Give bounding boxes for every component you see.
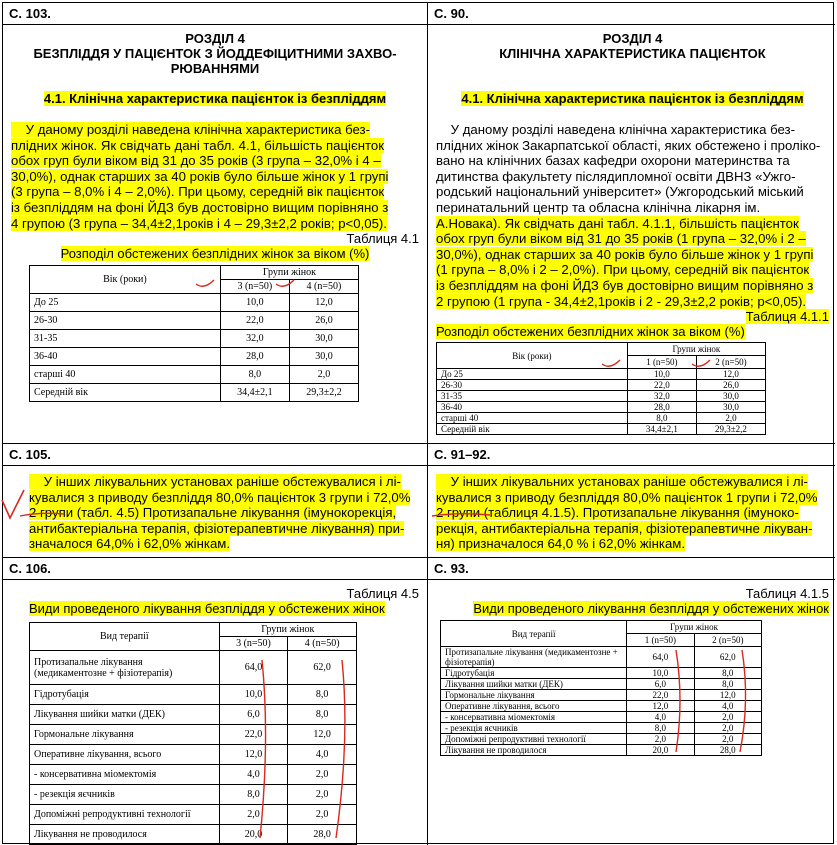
page-ref: С. 106. [3,558,427,580]
table-row [441,734,762,745]
table-row [30,312,359,330]
row-label: старші 40 [30,366,221,384]
text-line: У інших лікувальних установах раніше обстежувалися і лі- [436,474,808,489]
row-label: Протизапальне лікування (медикаментозне + фізіотерапія) [441,647,627,668]
page-ref: С. 90. [428,3,835,25]
table-cell: 34,4±2,1 [627,424,696,435]
row-label: Лікування не проводилося [30,825,220,845]
table-cell: 12,0 [694,690,761,701]
row-label: Гідротубація [441,668,627,679]
table-cell: 12,0 [289,294,358,312]
table-cell: 2,0 [219,805,288,825]
row-label: Гідротубація [30,685,220,705]
table-row [437,380,766,391]
body-text [11,122,419,231]
table-caption: Розподіл обстежених безплідних жінок за віком (%) [60,246,370,262]
row-label: До 25 [30,294,221,312]
table-label: Таблиця 4.1 [346,231,419,247]
page-ref: С. 93. [428,558,835,580]
text-line: 30,0%), однак старших за 40 років було більше жінок у 1 групі [11,168,389,184]
column-header: 2 (n=50) [694,634,761,647]
row-label: Оперативне лікування, всього [441,701,627,712]
text-line: 30,0%), однак старших за 40 років було більше жінок у 1 групі [436,246,814,262]
text-line: (3 група – 8,0% і 4 – 2,0%). При цьому, середній вік пацієнток [11,184,385,200]
left-bottom-cell [3,558,427,845]
table-cell: 22,0 [627,380,696,391]
text-line: 2 групи (табл. 4.5) Протизапальне лікування (імунокорекція, [29,505,397,521]
table-cell: 4,0 [219,765,288,785]
table-row [441,647,762,668]
text-line: 2 групою (1 група - 34,4±2,1років і 2 - 29,3±2,2 років; p<0,05). [436,293,807,309]
column-header: 3 (n=50) [219,637,288,651]
table-row [441,723,762,734]
row-label: Допоміжні репродуктивні технології [30,805,220,825]
text-line: А.Новака). Як свідчать дані табл. 4.1.1, більшість пацієнток [436,215,799,231]
table-cell: 28,0 [627,402,696,413]
table-row [30,348,359,366]
row-label: 26-30 [30,312,221,330]
text-line: антибактеріальна терапія, фізіотерапевтичне лікування) при- [29,520,405,536]
column-header: 2 (n=50) [696,356,765,369]
table-cell: 32,0 [220,330,289,348]
table-cell: 8,0 [288,705,357,725]
text-line: рекція, антибактеріальна терапія, фізіотерапевтичне лікуван- [436,520,813,536]
table-row [30,725,357,745]
row-label: 36-40 [437,402,628,413]
table-cell: 26,0 [696,380,765,391]
column-header: Вік (роки) [437,343,628,369]
treatment-table [29,622,357,845]
table-cell: 8,0 [220,366,289,384]
column-header: 1 (n=50) [627,634,694,647]
table-cell: 4,0 [627,712,694,723]
text-line: ня) призначалося 64,0 % і 62,0% жінкам. [436,536,686,552]
section-title: 4.1. Клінічна характеристика пацієнток із безпліддям [461,91,804,106]
table-cell: 2,0 [694,734,761,745]
table-row [30,705,357,725]
table-cell: 10,0 [219,685,288,705]
table-cell: 22,0 [220,312,289,330]
table-cell: 30,0 [696,402,765,413]
table-cell: 2,0 [627,734,694,745]
table-label: Таблиця 4.1.1 [745,309,829,325]
body-text [3,466,427,552]
table-cell: 2,0 [288,785,357,805]
table-cell: 12,0 [627,701,694,712]
age-table [29,265,359,402]
text-line: У даному розділі наведена клінічна характеристика без- [436,122,795,137]
row-label: 31-35 [437,391,628,402]
table-cell: 8,0 [694,679,761,690]
row-label: 36-40 [30,348,221,366]
table-cell: 2,0 [696,413,765,424]
group-header: Групи жінок [220,266,358,280]
table-row [441,668,762,679]
table-cell: 2,0 [694,723,761,734]
table-cell: 62,0 [694,647,761,668]
row-label: Лікування шийки матки (ДЕК) [30,705,220,725]
column-header: 4 (n=50) [289,280,358,294]
table-row [30,366,359,384]
table-cell: 12,0 [219,745,288,765]
page-ref: С. 103. [3,3,427,25]
column-header: Вид терапії [441,621,627,647]
table-cell: 64,0 [627,647,694,668]
column-header: Вік (роки) [30,266,221,294]
table-cell: 6,0 [627,679,694,690]
body-text [428,466,835,552]
row-label: Лікування шийки матки (ДЕК) [441,679,627,690]
table-cell: 2,0 [288,765,357,785]
table-cell: 10,0 [220,294,289,312]
table-cell: 26,0 [289,312,358,330]
table-cell: 32,0 [627,391,696,402]
table-row [30,745,357,765]
row-label: Протизапальне лікування (медикаментозне + фізіотерапія) [30,651,220,685]
table-cell: 12,0 [696,369,765,380]
table-cell: 28,0 [288,825,357,845]
table-row [441,679,762,690]
text-line: У інших лікувальних установах раніше обстежувалися і лі- [29,474,401,489]
right-top-cell [428,3,835,443]
left-top-cell [3,3,427,443]
row-label: Гормональне лікування [441,690,627,701]
row-label: - резекція яєчників [30,785,220,805]
table-row [441,690,762,701]
table-row [30,384,359,402]
table-cell: 64,0 [219,651,288,685]
table-row [437,413,766,424]
text-line: із безпліддям на фоні ЙДЗ був достовірно вищим порівняно з [436,277,814,293]
table-label: Таблиця 4.5 [346,586,419,601]
text-line: плідних жінок. Як свідчать дані табл. 4.1, більшість пацієнток [11,137,384,153]
table-cell: 10,0 [627,369,696,380]
row-label: 31-35 [30,330,221,348]
table-cell: 30,0 [289,348,358,366]
table-cell: 28,0 [694,745,761,756]
table-cell: 29,3±2,2 [289,384,358,402]
table-cell: 30,0 [289,330,358,348]
table-row [437,402,766,413]
left-mid-cell [3,444,427,557]
text-line: кувалися з приводу безпліддя 80,0% пацієнток 3 групи і 72,0% [29,489,411,505]
right-mid-cell [428,444,835,557]
table-cell: 2,0 [289,366,358,384]
table-caption: Види проведеного лікування безпліддя у обстежених жінок [29,601,385,616]
table-cell: 8,0 [627,413,696,424]
table-cell: 8,0 [627,723,694,734]
row-label: Гормональне лікування [30,725,220,745]
table-row [30,825,357,845]
table-caption: Види проведеного лікування безпліддя у обстежених жінок [473,601,829,616]
chapter-heading: РОЗДІЛ 4 КЛІНІЧНА ХАРАКТЕРИСТИКА ПАЦІЄНТОК [499,31,766,61]
table-row [30,765,357,785]
table-row [441,712,762,723]
table-row [30,330,359,348]
text-line: плідних жінок Закарпатської області, яких обстежено і проліко- [436,137,821,153]
table-row [30,651,357,685]
text-line: із безпліддям на фоні ЙДЗ був достовірно вищим порівняно з [11,199,389,215]
comparison-grid [2,2,834,844]
group-header: Групи жінок [219,623,356,637]
row-label: - консервативна міомектомія [441,712,627,723]
text-line: значалося 64,0% і 62,0% жінкам. [29,536,231,552]
row-label: - консервативна міомектомія [30,765,220,785]
chapter-heading: РОЗДІЛ 4 БЕЗПЛІДДЯ У ПАЦІЄНТОК З ЙОДДЕФІЦИТНИМИ ЗАХВО- РЮВАННЯМИ [33,31,397,76]
table-row [30,805,357,825]
table-cell: 8,0 [694,668,761,679]
table-cell: 20,0 [219,825,288,845]
text-line: перинатальний центр та обласна клінічна лікарня ім. [436,199,761,215]
row-label: Оперативне лікування, всього [30,745,220,765]
table-cell: 30,0 [696,391,765,402]
table-cell: 8,0 [219,785,288,805]
table-cell: 4,0 [694,701,761,712]
column-header: 1 (n=50) [627,356,696,369]
table-caption: Розподіл обстежених безплідних жінок за віком (%) [436,324,745,340]
column-header: 3 (n=50) [220,280,289,294]
table-cell: 2,0 [694,712,761,723]
text-line: дитинства факультету післядипломної освіти ДВНЗ «Ужго- [436,168,796,184]
table-row [30,685,357,705]
text-line: 4 групою (3 група – 34,4±2,1років і 4 – 29,3±2,2 років; p<0,05). [11,215,387,231]
text-line: обох груп були віком від 31 до 35 років (3 група – 32,0% і 4 – [11,153,381,169]
table-cell: 28,0 [220,348,289,366]
row-label: 26-30 [437,380,628,391]
table-cell: 20,0 [627,745,694,756]
table-row [30,785,357,805]
table-row [437,391,766,402]
row-label: Лікування не проводилося [441,745,627,756]
table-cell: 62,0 [288,651,357,685]
text-line: У даному розділі наведена клінічна характеристика без- [11,122,370,137]
body-text [436,122,829,309]
right-bottom-cell [428,558,835,845]
page-ref: С. 105. [3,444,427,466]
text-line: (1 група – 8,0% і 2 – 2,0%). При цьому, середній вік пацієнток [436,262,810,278]
text-line: родський національний університет» (Ужгородський міський [436,184,804,200]
table-row [441,745,762,756]
table-row [30,294,359,312]
page-ref: С. 91–92. [428,444,835,466]
table-row [441,701,762,712]
table-label: Таблиця 4.1.5 [745,586,829,601]
age-table [436,342,766,435]
row-label: До 25 [437,369,628,380]
table-cell: 12,0 [288,725,357,745]
table-cell: 8,0 [288,685,357,705]
row-label: Середній вік [437,424,628,435]
table-cell: 22,0 [627,690,694,701]
table-row [437,424,766,435]
row-label: Допоміжні репродуктивні технології [441,734,627,745]
group-header: Групи жінок [627,343,765,356]
section-title: 4.1. Клінічна характеристика пацієнток із безпліддям [43,91,387,106]
column-header: Вид терапії [30,623,220,651]
row-label: - резекція яєчників [441,723,627,734]
treatment-table [440,620,762,756]
text-line: обох груп були віком від 31 до 35 років (1 група – 32,0% і 2 – [436,231,806,247]
table-row [437,369,766,380]
text-line: вано на клінічних базах кафедри охорони материнства та [436,153,790,169]
text-line: кувалися з приводу безпліддя 80,0% пацієнток 1 групи і 72,0% [436,489,818,505]
table-cell: 29,3±2,2 [696,424,765,435]
row-label: Середній вік [30,384,221,402]
group-header: Групи жінок [627,621,762,634]
text-line: 2 групи (таблиця 4.1.5). Протизапальне лікування (імуноко- [436,505,799,521]
row-label: старші 40 [437,413,628,424]
table-cell: 2,0 [288,805,357,825]
table-cell: 4,0 [288,745,357,765]
table-cell: 22,0 [219,725,288,745]
column-header: 4 (n=50) [288,637,357,651]
table-cell: 6,0 [219,705,288,725]
table-cell: 34,4±2,1 [220,384,289,402]
table-cell: 10,0 [627,668,694,679]
